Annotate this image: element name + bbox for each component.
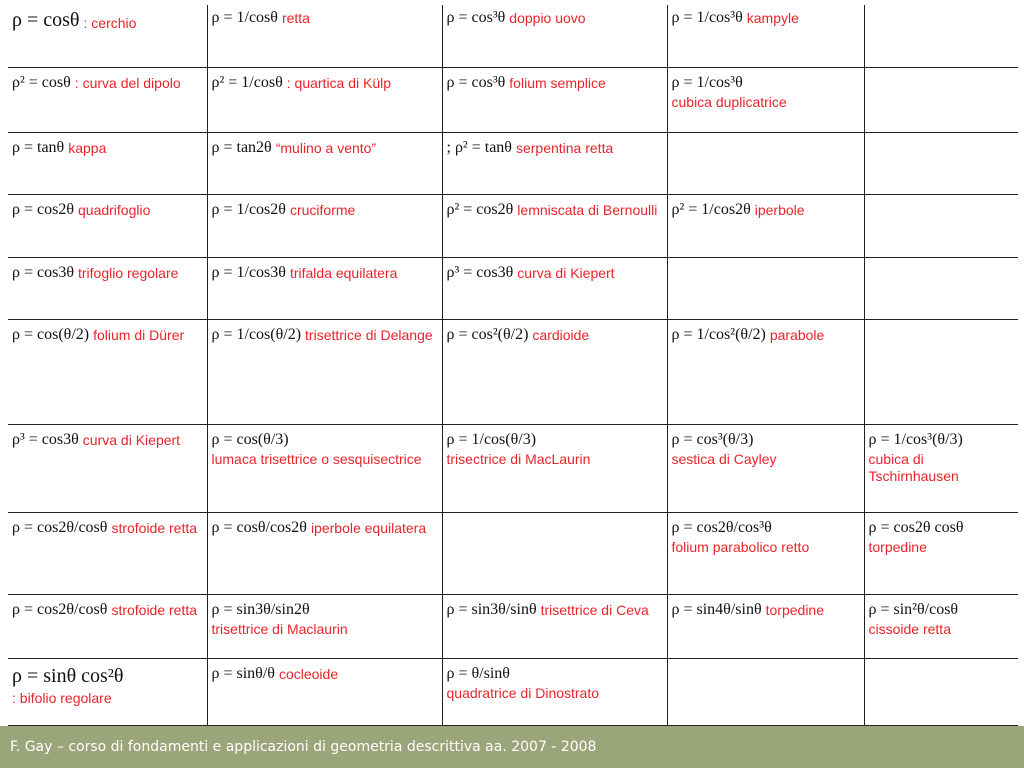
curve-cell-content xyxy=(212,74,438,92)
table-row xyxy=(8,5,1018,67)
curve-formula: ρ = tanθ xyxy=(12,138,65,156)
curve-formula: ρ = cos(θ/3) xyxy=(211,430,289,448)
curve-cell xyxy=(864,512,1018,594)
curve-formula: ρ = 1/cos³θ xyxy=(671,9,743,26)
curve-name: doppio uovo xyxy=(509,10,586,26)
curve-name: quadrifoglio xyxy=(78,201,151,218)
curve-cell xyxy=(667,257,864,319)
table-row xyxy=(8,594,1018,658)
curve-cell xyxy=(667,512,864,594)
curve-cell xyxy=(864,194,1018,257)
curve-cell-content xyxy=(212,264,438,282)
curve-cell-content xyxy=(212,431,438,468)
curve-formula: ρ = cosθ xyxy=(12,9,80,31)
curve-name: kappa xyxy=(68,139,107,156)
curve-formula: ρ² = cosθ xyxy=(12,73,71,91)
curve-name: cubica duplicatrice xyxy=(671,93,787,110)
curve-formula: ρ = 1/cos²(θ/2) xyxy=(671,325,766,343)
curve-name: trisectrice di MacLaurin xyxy=(446,450,591,467)
curve-name: : cerchio xyxy=(83,15,137,31)
curve-cell xyxy=(442,132,667,194)
curve-cell-content xyxy=(12,601,203,619)
curve-formula: ρ = θ/sinθ xyxy=(446,664,510,682)
curve-cell-content xyxy=(212,326,438,344)
curve-cell xyxy=(207,132,442,194)
curve-formula: ρ = cosθ/cos2θ xyxy=(211,518,307,536)
curve-cell xyxy=(667,424,864,512)
curve-name: strofoide retta xyxy=(111,519,198,536)
curve-name: folium parabolico retto xyxy=(671,538,810,555)
curve-name: “mulino a vento” xyxy=(275,139,377,156)
curve-cell xyxy=(667,319,864,424)
curve-name: parabole xyxy=(769,326,825,343)
curve-cell xyxy=(442,67,667,132)
curve-formula: ρ = cos³θ xyxy=(446,9,506,26)
curve-name: serpentina retta xyxy=(515,139,614,156)
curve-formula: ρ = 1/cos2θ xyxy=(211,200,286,218)
curve-cell-content xyxy=(672,9,860,27)
curve-name: trisettrice di Ceva xyxy=(540,601,649,618)
curve-name: kampyle xyxy=(746,10,799,26)
curve-cell-content xyxy=(672,201,860,219)
curve-formula: ρ = cos²(θ/2) xyxy=(446,325,529,343)
curve-cell-content xyxy=(12,264,203,282)
curve-cell xyxy=(667,132,864,194)
curve-name: trifalda equilatera xyxy=(289,264,398,281)
curve-cell-content xyxy=(447,201,663,219)
curve-cell-content xyxy=(212,139,438,157)
curve-formula: ρ = 1/cos(θ/3) xyxy=(446,430,537,448)
curve-formula: ρ = cos2θ/cosθ xyxy=(12,518,108,536)
curve-cell-content xyxy=(869,431,1015,485)
curve-cell-content xyxy=(672,601,860,619)
curve-cell-content xyxy=(869,601,1015,638)
curve-cell-content xyxy=(672,431,860,468)
curve-name: cissoide retta xyxy=(868,620,951,637)
curve-formula: ρ = sin3θ/sinθ xyxy=(446,600,537,618)
curve-name: cruciforme xyxy=(289,201,356,218)
curve-formula: ρ = sin²θ/cosθ xyxy=(868,600,959,618)
curve-cell-content xyxy=(12,519,203,537)
curve-cell xyxy=(864,67,1018,132)
curve-cell-content xyxy=(869,519,1015,556)
curve-cell-content xyxy=(12,74,203,92)
curve-name: cubica di Tschirnhausen xyxy=(868,450,959,484)
curve-cell-content xyxy=(212,9,438,27)
curve-formula: ρ = 1/cos³θ xyxy=(671,73,743,91)
curve-cell xyxy=(442,257,667,319)
curve-cell-content xyxy=(672,74,860,111)
curve-cell xyxy=(8,658,207,725)
curve-name: torpedine xyxy=(868,538,927,555)
curve-name: lumaca trisettrice o sesquisectrice xyxy=(211,450,422,467)
curve-cell xyxy=(207,512,442,594)
curve-cell xyxy=(667,5,864,67)
curve-cell xyxy=(207,257,442,319)
curve-cell xyxy=(442,594,667,658)
table-row xyxy=(8,658,1018,725)
curve-cell xyxy=(442,658,667,725)
curve-formula: ; ρ² = tanθ xyxy=(446,138,512,156)
curve-cell-content xyxy=(447,326,663,344)
curve-name: : quartica di Külp xyxy=(286,74,392,91)
curve-cell-content xyxy=(447,665,663,702)
curve-cell xyxy=(864,594,1018,658)
curves-table xyxy=(8,5,1018,726)
curve-cell xyxy=(864,319,1018,424)
curve-cell-content xyxy=(447,9,663,27)
table-row xyxy=(8,319,1018,424)
curve-formula: ρ = cos³θ xyxy=(446,73,506,91)
curve-cell xyxy=(8,5,207,67)
curve-formula: ρ = sinθ/θ xyxy=(211,664,275,682)
curve-cell xyxy=(864,132,1018,194)
curve-cell-content xyxy=(12,139,203,157)
curve-cell xyxy=(207,319,442,424)
curve-cell xyxy=(442,194,667,257)
curve-name: trisettrice di Delange xyxy=(305,326,433,343)
curve-cell-content xyxy=(672,326,860,344)
curve-formula: ρ = 1/cos(θ/2) xyxy=(211,325,302,343)
curve-formula: ρ = 1/cos3θ xyxy=(211,263,286,281)
curve-cell-content xyxy=(12,9,203,32)
curve-cell xyxy=(667,67,864,132)
curve-cell xyxy=(8,594,207,658)
curve-cell xyxy=(864,424,1018,512)
curve-formula: ρ = sinθ cos²θ xyxy=(12,664,124,687)
table-row xyxy=(8,512,1018,594)
curve-cell-content xyxy=(212,519,438,537)
curve-cell xyxy=(667,658,864,725)
curve-cell xyxy=(207,424,442,512)
curve-cell xyxy=(8,424,207,512)
curve-cell xyxy=(667,594,864,658)
curve-cell-content xyxy=(212,665,438,683)
curve-cell-content xyxy=(12,665,203,707)
curve-cell xyxy=(207,594,442,658)
table-row xyxy=(8,132,1018,194)
curve-name: iperbole equilatera xyxy=(310,519,427,536)
curve-formula: ρ = tan2θ xyxy=(211,138,272,156)
curve-formula: ρ² = 1/cosθ xyxy=(211,73,283,91)
curve-cell xyxy=(442,5,667,67)
curve-cell-content xyxy=(672,519,860,556)
curve-name: lemniscata di Bernoulli xyxy=(517,201,658,218)
curve-formula: ρ = cos2θ/cosθ xyxy=(12,600,108,618)
curve-cell-content xyxy=(12,201,203,219)
curve-cell xyxy=(442,319,667,424)
curve-formula: ρ = cos3θ xyxy=(12,263,74,281)
footer-bar xyxy=(0,726,1024,768)
curve-formula: ρ = cos2θ xyxy=(12,200,74,218)
curve-cell xyxy=(207,5,442,67)
curve-cell-content xyxy=(447,264,663,282)
curve-cell xyxy=(442,424,667,512)
curve-cell xyxy=(207,194,442,257)
curve-cell-content xyxy=(212,201,438,219)
curve-formula: ρ = cos2θ/cos³θ xyxy=(671,518,772,536)
curve-cell-content xyxy=(212,601,438,638)
curve-formula: ρ³ = cos3θ xyxy=(12,430,79,448)
curve-name: : bifolio regolare xyxy=(12,689,112,706)
curve-name: folium semplice xyxy=(509,74,606,91)
curve-formula: ρ² = cos2θ xyxy=(446,200,514,218)
curve-cell xyxy=(864,658,1018,725)
curve-cell-content xyxy=(447,139,663,157)
curve-formula: ρ = 1/cosθ xyxy=(211,9,278,26)
curve-cell xyxy=(8,132,207,194)
curve-name: torpedine xyxy=(765,601,825,618)
curve-cell xyxy=(8,512,207,594)
curve-name: cocleoide xyxy=(278,665,339,682)
curve-name: trifoglio regolare xyxy=(78,264,179,281)
table-row xyxy=(8,424,1018,512)
curve-cell xyxy=(207,67,442,132)
table-row xyxy=(8,194,1018,257)
curve-name: quadratrice di Dinostrato xyxy=(446,684,600,701)
curve-cell-content xyxy=(447,431,663,468)
curve-name: strofoide retta xyxy=(111,601,198,618)
curve-formula: ρ² = 1/cos2θ xyxy=(671,200,751,218)
curve-cell xyxy=(442,512,667,594)
curve-cell xyxy=(8,67,207,132)
curve-cell xyxy=(8,194,207,257)
table-row xyxy=(8,257,1018,319)
curve-name: sestica di Cayley xyxy=(671,450,777,467)
curve-formula: ρ = cos³(θ/3) xyxy=(671,430,754,448)
curve-name: trisettrice di Maclaurin xyxy=(211,620,348,637)
curve-formula: ρ = sin4θ/sinθ xyxy=(671,600,762,618)
table-row xyxy=(8,67,1018,132)
curve-cell-content xyxy=(12,326,203,344)
curve-cell xyxy=(864,5,1018,67)
curve-cell xyxy=(864,257,1018,319)
curve-cell xyxy=(8,319,207,424)
curve-name: curva di Kiepert xyxy=(517,264,615,281)
curve-formula: ρ = sin3θ/sin2θ xyxy=(211,600,310,618)
curve-formula: ρ = cos2θ cosθ xyxy=(868,518,964,536)
curve-cell-content xyxy=(447,74,663,92)
curve-name: : curva del dipolo xyxy=(74,74,181,91)
curve-cell xyxy=(8,257,207,319)
curve-name: retta xyxy=(281,10,310,26)
curve-name: curva di Kiepert xyxy=(82,431,181,448)
curve-name: iperbole xyxy=(754,201,805,218)
curve-formula: ρ³ = cos3θ xyxy=(446,263,514,281)
curve-cell xyxy=(207,658,442,725)
curve-formula: ρ = 1/cos³(θ/3) xyxy=(868,430,963,448)
curve-formula: ρ = cos(θ/2) xyxy=(12,325,90,343)
footer-text: F. Gay – corso di fondamenti e applicazioni di geometria descrittiva aa. 2007 - 2008 xyxy=(10,739,597,755)
curve-name: folium di Dürer xyxy=(93,326,185,343)
curve-cell-content xyxy=(12,431,203,449)
curve-name: cardioide xyxy=(532,326,590,343)
curve-cell-content xyxy=(447,601,663,619)
curve-cell xyxy=(667,194,864,257)
